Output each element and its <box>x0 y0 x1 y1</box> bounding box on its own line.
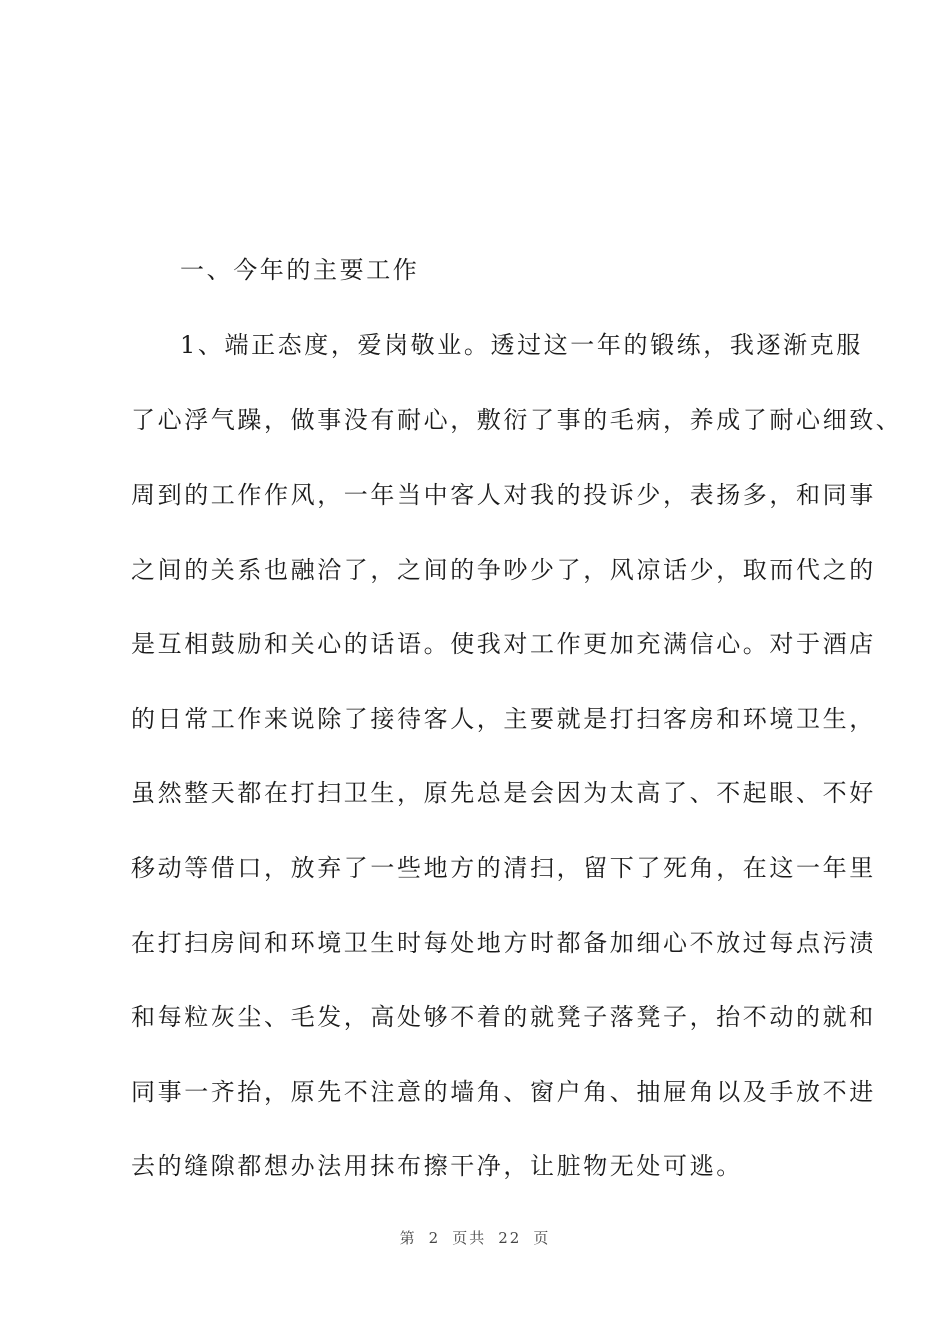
section-heading: 一、今年的主要工作 <box>180 256 420 284</box>
paragraph-line: 在打扫房间和环境卫生时每处地方时都备加细心不放过每点污渍 <box>131 929 876 957</box>
paragraph-line: 是互相鼓励和关心的话语。使我对工作更加充满信心。对于酒店 <box>131 630 876 658</box>
paragraph-line: 1、端正态度，爱岗敬业。透过这一年的锻练，我逐渐克服 <box>180 331 863 359</box>
paragraph-line: 去的缝隙都想办法用抹布擦干净，让脏物无处可逃。 <box>131 1152 743 1180</box>
paragraph-line: 移动等借口，放弃了一些地方的清扫，留下了死角，在这一年里 <box>131 854 876 882</box>
paragraph-line: 虽然整天都在打扫卫生，原先总是会因为太高了、不起眼、不好 <box>131 779 876 807</box>
footer-total-pages: 22 <box>498 1229 522 1247</box>
footer-page-number: 2 <box>428 1229 441 1247</box>
paragraph-line: 同事一齐抬，原先不注意的墙角、窗户角、抽屉角以及手放不进 <box>131 1078 876 1106</box>
paragraph-line: 之间的关系也融洽了，之间的争吵少了，风凉话少，取而代之的 <box>131 556 876 584</box>
paragraph-line: 和每粒灰尘、毛发，高处够不着的就凳子落凳子，抬不动的就和 <box>131 1003 876 1031</box>
paragraph-line: 了心浮气躁，做事没有耐心，敷衍了事的毛病，养成了耐心细致、 <box>131 406 903 434</box>
paragraph-line: 的日常工作来说除了接待客人，主要就是打扫客房和环境卫生， <box>131 705 876 733</box>
page-footer <box>0 1228 950 1248</box>
footer-prefix: 第 <box>399 1229 417 1247</box>
paragraph-line: 周到的工作作风，一年当中客人对我的投诉少，表扬多，和同事 <box>131 481 876 509</box>
footer-middle: 页共 <box>452 1229 487 1247</box>
footer-suffix: 页 <box>533 1229 551 1247</box>
